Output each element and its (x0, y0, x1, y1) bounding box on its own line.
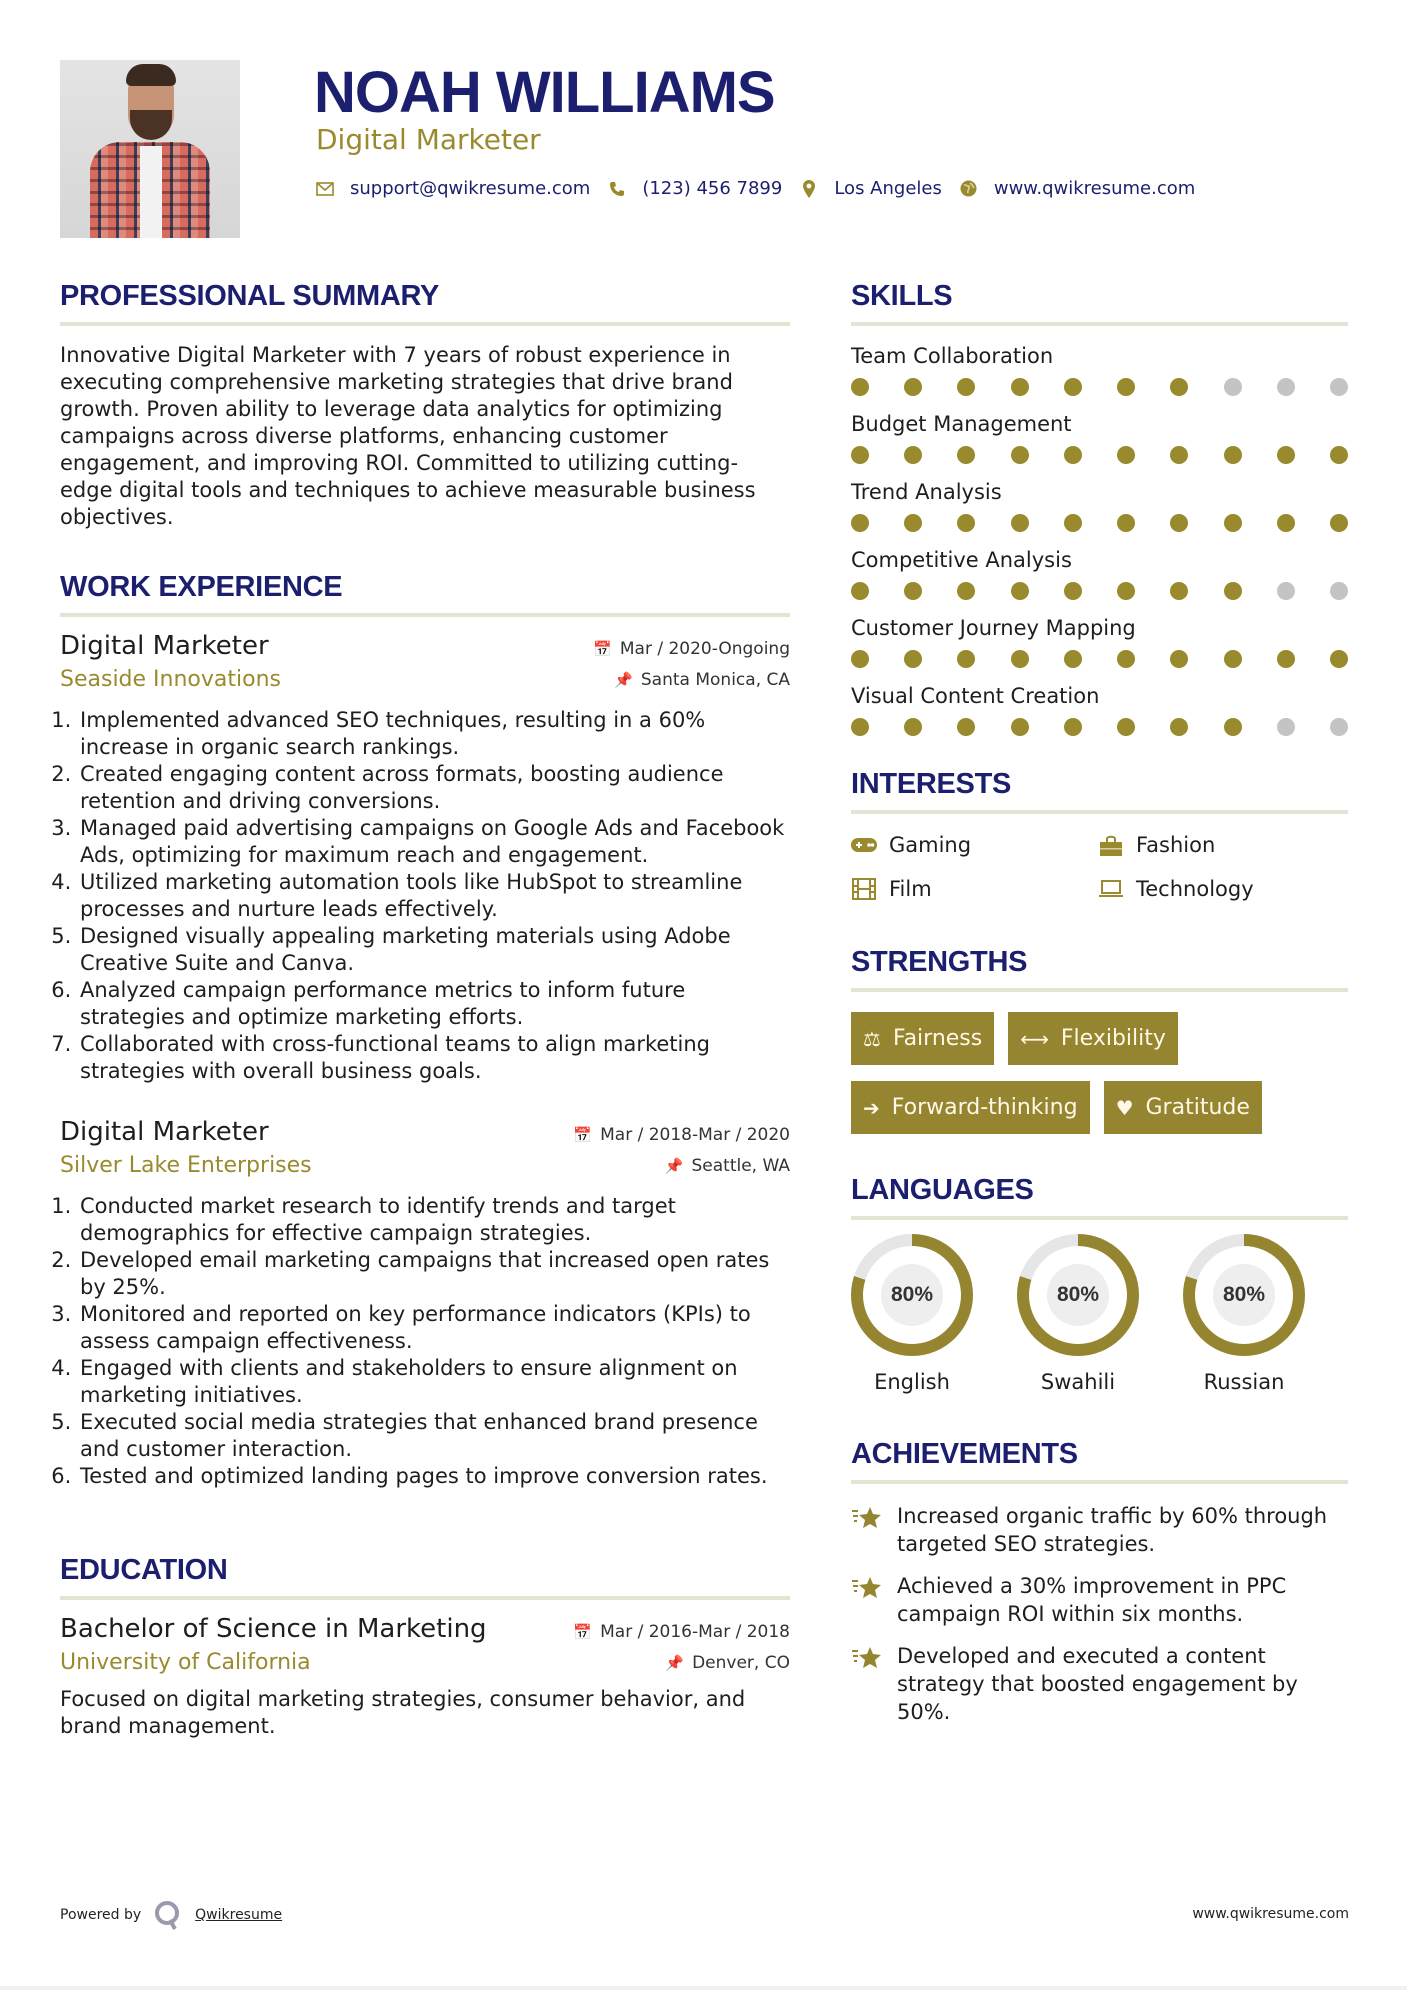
section-title: INTERESTS (851, 768, 1012, 800)
shooting-star-icon (851, 1502, 885, 1558)
rating-dot-filled (1064, 718, 1082, 736)
section-title: LANGUAGES (851, 1174, 1034, 1206)
rating-dot-filled (1011, 582, 1029, 600)
duty-item: 6. Tested and optimized landing pages to improve conversion rates. (78, 1463, 790, 1490)
duty-item: 1. Implemented advanced SEO techniques, resulting in a 60% increase in organic search rankings. (78, 707, 790, 761)
rating-dot-filled (1064, 582, 1082, 600)
summary-section (60, 278, 790, 531)
section-divider (851, 1480, 1348, 1484)
arrows-horizontal-icon: ⟷ (1020, 1026, 1049, 1051)
skill-rating (851, 650, 1348, 668)
rating-dot-filled (1064, 446, 1082, 464)
skill-rating (851, 446, 1348, 464)
interest-fashion: Fashion (1098, 830, 1348, 860)
rating-dot-filled (1064, 650, 1082, 668)
duty-item: 2. Created engaging content across formats, boosting audience retention and driving conversions. (78, 761, 790, 815)
languages-section (851, 1172, 1348, 1396)
education-section (60, 1552, 790, 1740)
rating-dot-filled (957, 650, 975, 668)
skill-label: Competitive Analysis (851, 548, 1072, 572)
interest-gaming: Gaming (851, 830, 1098, 860)
section-title: ACHIEVEMENTS (851, 1438, 1078, 1470)
rating-dot-filled (1170, 718, 1188, 736)
rating-dot-filled (1064, 514, 1082, 532)
skill-label: Team Collaboration (851, 344, 1054, 368)
rating-dot-filled (904, 718, 922, 736)
rating-dot-filled (1011, 446, 1029, 464)
section-divider (60, 322, 790, 326)
rating-dot-empty (1330, 582, 1348, 600)
rating-dot-filled (1117, 650, 1135, 668)
achievement-item: Developed and executed a content strategy that boosted engagement by 50%. (851, 1642, 1348, 1726)
company-name: Silver Lake Enterprises (60, 1153, 312, 1178)
rating-dot-filled (1117, 582, 1135, 600)
rating-dot-filled (904, 582, 922, 600)
skill-item (851, 614, 1348, 668)
rating-dot-filled (1011, 718, 1029, 736)
contact-location: Los Angeles (800, 178, 942, 199)
job-entry (60, 1115, 790, 1490)
contact-phone[interactable]: (123) 456 7899 (608, 178, 782, 199)
duty-item: 4. Utilized marketing automation tools like HubSpot to streamline processes and nurture leads effectively. (78, 869, 790, 923)
duty-item: 7. Collaborated with cross-functional teams to align marketing strategies with overall business goals. (78, 1031, 790, 1085)
footer-powered-by: Powered by Qwikresume (60, 1900, 282, 1930)
rating-dot-filled (1011, 378, 1029, 396)
duties-list (60, 707, 790, 1085)
experience-section (60, 569, 790, 1490)
gamepad-icon (851, 834, 877, 856)
rating-dot-filled (904, 650, 922, 668)
candidate-name: NOAH WILLIAMS (314, 60, 775, 125)
duty-item: 6. Analyzed campaign performance metrics to inform future strategies and optimize marketing efforts. (78, 977, 790, 1031)
calendar-icon: 📅 (573, 1623, 593, 1641)
education-description: Focused on digital marketing strategies, consumer behavior, and brand management. (60, 1687, 746, 1738)
profile-photo (60, 60, 240, 238)
achievement-item: Increased organic traffic by 60% through targeted SEO strategies. (851, 1502, 1348, 1558)
laptop-icon (1098, 878, 1124, 900)
skill-rating (851, 514, 1348, 532)
calendar-icon: 📅 (593, 640, 612, 658)
shooting-star-icon (851, 1572, 885, 1628)
rating-dot-filled (957, 446, 975, 464)
rating-dot-filled (1170, 582, 1188, 600)
rating-dot-empty (1277, 378, 1295, 396)
section-divider (851, 1216, 1348, 1220)
section-divider (851, 988, 1348, 992)
section-title: WORK EXPERIENCE (60, 571, 343, 603)
skill-label: Budget Management (851, 412, 1072, 436)
section-title: EDUCATION (60, 1554, 228, 1586)
left-column (60, 278, 790, 1740)
rating-dot-filled (1011, 650, 1029, 668)
job-date: 📅 Mar / 2018-Mar / 2020 (573, 1125, 790, 1145)
education-date: 📅 Mar / 2016-Mar / 2018 (573, 1622, 790, 1642)
rating-dot-filled (1117, 378, 1135, 396)
rating-dot-filled (1011, 514, 1029, 532)
pushpin-icon: 📌 (614, 671, 633, 689)
rating-dot-filled (1330, 446, 1348, 464)
school-name: University of California (60, 1650, 311, 1675)
language-progress-ring: 80% (1017, 1234, 1139, 1356)
skill-rating (851, 378, 1348, 396)
section-divider (851, 322, 1348, 326)
rating-dot-filled (1170, 650, 1188, 668)
duties-list (60, 1193, 790, 1490)
rating-dot-filled (904, 446, 922, 464)
strengths-section (851, 944, 1348, 1134)
rating-dot-filled (851, 514, 869, 532)
contact-website[interactable]: www.qwikresume.com (960, 178, 1195, 199)
rating-dot-filled (1330, 514, 1348, 532)
language-progress-ring: 80% (851, 1234, 973, 1356)
rating-dot-filled (1170, 446, 1188, 464)
language-progress-ring: 80% (1183, 1234, 1305, 1356)
skill-label: Trend Analysis (851, 480, 1002, 504)
section-divider (60, 613, 790, 617)
interest-film: Film (851, 874, 1098, 904)
heart-icon: ♥ (1115, 1095, 1134, 1120)
skills-section (851, 278, 1348, 736)
interests-section (851, 766, 1348, 904)
rating-dot-empty (1224, 378, 1242, 396)
strength-badge-fairness: ⚖ Fairness (851, 1012, 994, 1065)
rating-dot-filled (1224, 650, 1242, 668)
contact-row (316, 178, 1213, 199)
skill-item (851, 546, 1348, 600)
language-english: 80% English (851, 1234, 973, 1396)
skill-rating (851, 582, 1348, 600)
calendar-icon: 📅 (573, 1126, 593, 1144)
page-bottom-edge (0, 1986, 1407, 1990)
candidate-role: Digital Marketer (316, 123, 541, 156)
rating-dot-filled (851, 718, 869, 736)
skill-label: Visual Content Creation (851, 684, 1100, 708)
strength-badge-flexibility: ⟷ Flexibility (1008, 1012, 1178, 1065)
skill-label: Customer Journey Mapping (851, 616, 1136, 640)
balance-scale-icon: ⚖ (863, 1026, 881, 1051)
rating-dot-filled (1224, 718, 1242, 736)
rating-dot-filled (851, 446, 869, 464)
language-russian: 80% Russian (1183, 1234, 1305, 1396)
film-icon (851, 878, 877, 900)
interest-technology: Technology (1098, 874, 1348, 904)
rating-dot-filled (1277, 650, 1295, 668)
achievement-item: Achieved a 30% improvement in PPC campaign ROI within six months. (851, 1572, 1348, 1628)
qwikresume-link[interactable]: Qwikresume (195, 1907, 283, 1923)
rating-dot-filled (957, 582, 975, 600)
degree-title: Bachelor of Science in Marketing (60, 1614, 487, 1644)
duty-item: 3. Monitored and reported on key performance indicators (KPIs) to assess campaign effectiveness. (78, 1301, 790, 1355)
rating-dot-filled (1064, 378, 1082, 396)
achievements-section (851, 1436, 1348, 1726)
pushpin-icon: 📌 (665, 1654, 685, 1672)
rating-dot-filled (1117, 446, 1135, 464)
job-title: Digital Marketer (60, 631, 269, 661)
duty-item: 3. Managed paid advertising campaigns on Google Ads and Facebook Ads, optimizing for maximum reach and engagement. (78, 815, 790, 869)
duty-item: 2. Developed email marketing campaigns that increased open rates by 25%. (78, 1247, 790, 1301)
footer-url[interactable]: www.qwikresume.com (1192, 1906, 1349, 1922)
skill-item (851, 342, 1348, 396)
rating-dot-filled (1170, 378, 1188, 396)
rating-dot-filled (851, 378, 869, 396)
rating-dot-filled (904, 514, 922, 532)
rating-dot-filled (904, 378, 922, 396)
rating-dot-empty (1277, 582, 1295, 600)
rating-dot-filled (1277, 514, 1295, 532)
education-location: 📌 Denver, CO (665, 1653, 790, 1673)
shooting-star-icon (851, 1642, 885, 1726)
skill-item (851, 682, 1348, 736)
section-title: STRENGTHS (851, 946, 1028, 978)
rating-dot-filled (851, 582, 869, 600)
section-title: SKILLS (851, 280, 953, 312)
arrow-right-icon: ➔ (863, 1095, 880, 1120)
rating-dot-filled (851, 650, 869, 668)
duty-item: 1. Conducted market research to identify trends and target demographics for effective campaign strategies. (78, 1193, 790, 1247)
skill-item (851, 410, 1348, 464)
duty-item: 4. Engaged with clients and stakeholders to ensure alignment on marketing initiatives. (78, 1355, 790, 1409)
phone-icon (608, 180, 626, 198)
job-location: 📌 Seattle, WA (664, 1156, 790, 1176)
job-entry (60, 629, 790, 1085)
rating-dot-filled (1330, 650, 1348, 668)
language-swahili: 80% Swahili (1017, 1234, 1139, 1396)
rating-dot-filled (1224, 514, 1242, 532)
skill-rating (851, 718, 1348, 736)
rating-dot-empty (1277, 718, 1295, 736)
rating-dot-empty (1330, 378, 1348, 396)
qwikresume-logo-icon (153, 1900, 183, 1930)
strength-badge-forward-thinking: ➔ Forward-thinking (851, 1081, 1090, 1134)
job-title: Digital Marketer (60, 1117, 269, 1147)
section-divider (60, 1596, 790, 1600)
job-location: 📌 Santa Monica, CA (614, 670, 790, 690)
rating-dot-filled (1117, 514, 1135, 532)
rating-dot-filled (1117, 718, 1135, 736)
section-divider (851, 810, 1348, 814)
shopping-bag-icon (1098, 834, 1124, 856)
contact-email[interactable]: support@qwikresume.com (316, 178, 590, 199)
job-date: 📅 Mar / 2020-Ongoing (593, 639, 790, 659)
pushpin-icon: 📌 (664, 1157, 684, 1175)
right-column (851, 278, 1348, 1740)
rating-dot-empty (1330, 718, 1348, 736)
duty-item: 5. Designed visually appealing marketing materials using Adobe Creative Suite and Canva. (78, 923, 790, 977)
map-pin-icon (800, 180, 818, 198)
summary-text: Innovative Digital Marketer with 7 years of robust experience in executing comprehensive marketing strategies that drive brand growth. Proven ability to leverage data analytics for optimizing campaigns across diverse platforms, enhancing customer engagement, and improving ROI. Committed to utilizing cutting-edge digital tools and techniques to achieve measurable business objectives. (60, 343, 756, 529)
rating-dot-filled (957, 378, 975, 396)
section-title: PROFESSIONAL SUMMARY (60, 280, 440, 312)
rating-dot-filled (1170, 514, 1188, 532)
rating-dot-filled (1224, 582, 1242, 600)
company-name: Seaside Innovations (60, 667, 281, 692)
duty-item: 5. Executed social media strategies that enhanced brand presence and customer interaction. (78, 1409, 790, 1463)
skill-item (851, 478, 1348, 532)
strength-badge-gratitude: ♥ Gratitude (1104, 1081, 1262, 1134)
globe-icon (960, 180, 978, 198)
envelope-icon (316, 180, 334, 198)
rating-dot-filled (957, 718, 975, 736)
rating-dot-filled (1277, 446, 1295, 464)
rating-dot-filled (957, 514, 975, 532)
rating-dot-filled (1224, 446, 1242, 464)
